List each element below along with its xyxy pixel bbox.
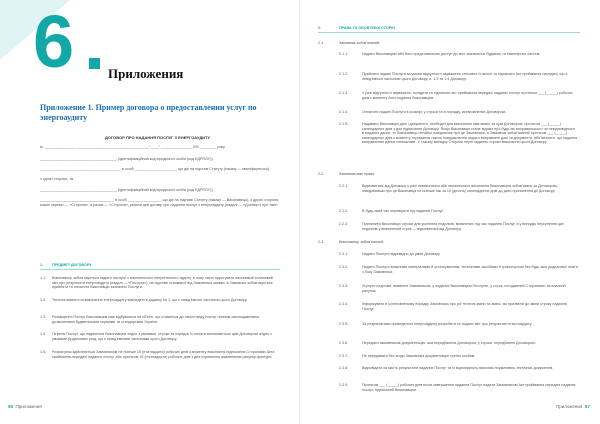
item-number: 2.3.2. — [339, 265, 349, 269]
clause-label: Виконавець зобов'язаний: — [339, 240, 384, 244]
item-text: У разі відсутності зауважень, погодити та підписати акт приймання-передачі наданих послуг протягом ___ (_____) робочих днів з моменту його подання Виконавцем. — [362, 91, 573, 100]
chapter-title: Приложения — [108, 66, 184, 81]
contract-party-1-rep: _______________________________________, в особі ____________________, що діє на підставі Статуту (наказу — кваліфікуючого), — [40, 167, 271, 171]
item-number: 2.2.1. — [339, 184, 349, 188]
item-text: Протягом ___ (_____) робочих днів після завершення надання Послуг надати Замовникові Акт приймання-передачі наданих послуг, підписаний Виконавцем. — [362, 383, 576, 392]
item-text: Оплатити надані Послуги в розмірі, у строки та в порядку, встановлених Договором. — [362, 110, 507, 114]
footer-label: Приложения — [15, 404, 42, 409]
contract-party-2-text: ____________________________________ в особі ________________, що діє на підставі Статуту (наказу — Виконавець), з другої сторони, кожен окремо — «Сторона», а разом — «Сторони», уклали цей договір про надання послуг з енергоаудиту (надалі — «Договір») про таке: — [40, 198, 280, 207]
item-number: 2.3.1. — [339, 252, 349, 256]
item-text: Надати Послуги відповідно до умов Договору. — [362, 252, 441, 256]
contract-heading: ДОГОВОР ПРО НАДАННЯ ПОСЛУГ З ЕНЕРГОАУДИТУ — [105, 135, 210, 140]
footer-label: Приложения — [556, 404, 583, 409]
section-2-rule — [318, 32, 580, 33]
section-1-number: 1. — [40, 263, 44, 267]
item-text: Виконавець зобов'язується надати послуги з комплексного енергетичного аудиту, в тому числі підготувати письмовий сплановий звіт про результати енергоаудиту (надалі — «Послуги»), на підставі отриманої від Замовника заявки, а Замовник зобов'язується прийняти та оплатити Виконавцю зазначені Послуги. — [52, 276, 273, 290]
item-number: 2.3.9. — [339, 383, 349, 387]
item-number: 2.3.6. — [339, 341, 349, 345]
item-text: Відмовитись від Договору у разі невиконання або неналежного виконання Виконавцем зобов'язань за Договором, повідомивши про це Виконавця не пізніше ніж за 10 (десять) календарних днів до дати припинення дії Договору. — [362, 184, 558, 193]
item-number: 2.1.1. — [339, 52, 349, 56]
page-gutter — [299, 0, 300, 424]
appendix-title: Приложение 1. Пример договора о предоставлении услуг по энергоаудиту — [40, 103, 257, 122]
item-text: Відповідати за якість результатів наданих Послуг та їх відповідність вимогам нормативно-технічних документів. — [362, 366, 554, 370]
section-2-number: 2. — [318, 26, 322, 30]
item-number: 2.1.4. — [339, 110, 349, 114]
item-number: 1.1. — [40, 276, 47, 280]
contract-place-date: м. _______________ ___________________________________ "____" _______________ 201 ________ року — [40, 145, 226, 149]
contract-party-2-code: _____________________________________, (ідентифікаційний код юридичної особи (код ЄДРПОУ)) — [40, 188, 213, 192]
item-number: 2.2.3. — [339, 222, 349, 226]
item-text: В будь-який час перевіряти хід надання Послуг. — [362, 209, 444, 213]
chapter-number: 6 — [33, 0, 73, 83]
item-text: Розміщення Послуг Виконавцем має відбуватися на об'єкті, що ставиться до такого виду послуг чинним законодавством, дозволеними будівельними нормами та стандартами України. — [52, 315, 260, 324]
item-number: 2.1.2. — [339, 72, 349, 76]
item-number: 2.2.2. — [339, 209, 349, 213]
item-text: Усунути недоліки, виявлені Замовником, у наданих Виконавцем Послугах, у строк, погоджений Сторонами, за власний рахунок. — [362, 284, 566, 293]
item-text: Розрахунок здійснюється Замовником не пізніше 15 (п'ятнадцяти) робочих днів з моменту виконання підписання Сторонами Акта приймання-передачі наданих послуг або протягом 15 (п'ятнадцяти) робочих днів з дня отримання замовником рахунку-фактури. — [52, 350, 275, 359]
clause-number: 2.1. — [318, 41, 325, 45]
chapter-number-dot — [89, 58, 100, 69]
item-number: 2.1.5. — [339, 122, 349, 126]
item-number: 1.5. — [40, 350, 47, 354]
item-number: 2.1.3. — [339, 91, 349, 95]
item-text: Перелік Послуг, що надаються Виконавцем згідно з умовами, строки та порядок їх оплати визначаються цим Договором згідно з умовами Додаткових угод, що є невід'ємними частинами цього Договору. — [52, 332, 272, 341]
item-text: Прийняти надані Послуги за умови відсутності зауважень стосовно їх якості та підписати Акт приймання-передачі, що є невід'ємною частиною цього Договору, п. 1.3 та 1.4 Договору. — [362, 72, 568, 81]
clause-number: 2.2. — [318, 172, 325, 176]
item-number: 2.3.4. — [339, 302, 349, 306]
contract-party-1-side: з однієї сторони, та — [40, 177, 74, 181]
item-number: 2.3.5. — [339, 322, 349, 326]
item-text: Надавати Виконавцю дані і документи, необхідні для виконання ним вимог за цим Договором, протягом ___ (_____) календарних днів з дня підписання Договору. Якщо Виконавцю стане відомо про будь-які неправильності чи невідповідності в наданих даних, то Виконавець негайно повідомляє про це Замовника, а Замовник зобов'язаний протягом ___ (_____) календарних днів з моменту отримання такого повідомлення надати виправлені дані чи документи, або визнати, що надання виправлених даних неможливе. У такому випадку Сторони переглядають строки виконання цього Договору. — [362, 122, 578, 145]
section-1-rule — [40, 269, 280, 270]
item-number: 1.3. — [40, 315, 47, 319]
page-number: 56 — [8, 404, 14, 409]
item-text: Надати Послуги власними матеріалами й устаткуванням, технічними засобами й транспортом без будь-якої додаткової плати з боку Замовника. — [362, 265, 578, 274]
item-number: 2.3.8. — [339, 366, 349, 370]
item-text: Не передавати без згоди Замовника документацію третім особам. — [362, 354, 476, 358]
item-text: Припинити Виконавцю строки для усунення недоліків, виявлених під час надання Послуг, а у випадку неусунення цих недоліків у визначений строк — відмовитися від Договору. — [362, 222, 564, 231]
clause-label: Замовник зобов'язаний: — [339, 41, 381, 45]
item-text: Інформувати в установленому порядку Замовника про усі технічні зміни та зміни, які призвели до зміни строку надання Послуг. — [362, 302, 567, 311]
item-number: 2.3.7. — [339, 354, 349, 358]
item-text: Технічні вимоги на виконання енергоаудиту викладені в додатку № 1, що є невід'ємною частиною цього Договору. — [52, 298, 248, 302]
item-text: Надати Виконавцеві або його представникові доступ до всіх зазначених будівель та інженерних систем. — [362, 52, 541, 56]
item-number: 1.2. — [40, 298, 47, 302]
clause-number: 2.3. — [318, 240, 325, 244]
section-2-title: ПРАВА ТА ОБОВ'ЯЗКИ СТОРІН — [339, 26, 395, 30]
footer-left — [8, 404, 42, 409]
footer-right — [556, 404, 590, 409]
item-text: Передати замовникові документацію, яка передбачена Договором, у строки, передбачені Договором. — [362, 341, 536, 345]
item-number: 1.4. — [40, 332, 47, 336]
clause-label: Замовник має право: — [339, 172, 376, 176]
section-1-title: ПРЕДМЕТ ДОГОВОРУ — [52, 263, 92, 267]
item-text: За результатами проведеного енергоаудиту розробити та подати звіт про результати енергоаудиту. — [362, 322, 533, 326]
item-number: 2.3.3. — [339, 284, 349, 288]
contract-party-1-code: _____________________________________, (ідентифікаційний код юридичної особи (код ЄДРПОУ)) — [40, 157, 213, 161]
page-number: 57 — [584, 404, 590, 409]
